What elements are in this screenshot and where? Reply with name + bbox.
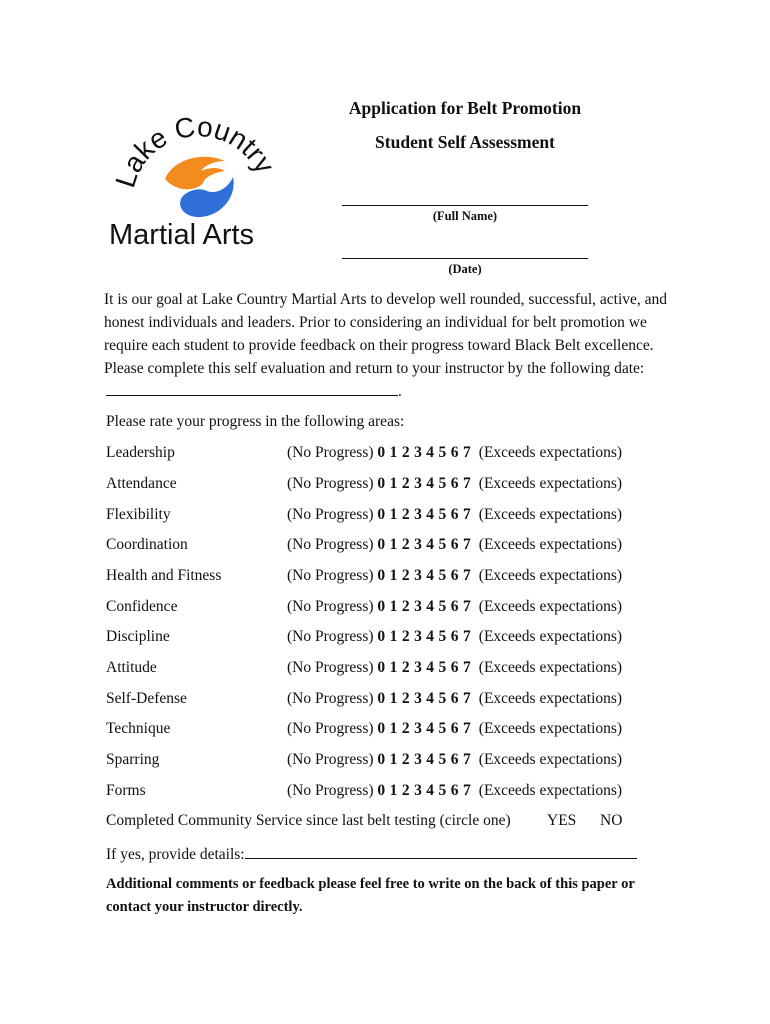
low-label: (No Progress) — [287, 598, 374, 615]
rating-area-label: Leadership — [106, 444, 175, 461]
high-label: (Exceeds expectations) — [478, 567, 623, 584]
rating-row-health-and-fitness — [106, 567, 676, 589]
rating-row-forms — [106, 782, 676, 804]
rating-scale — [287, 751, 622, 769]
rating-scale — [287, 536, 622, 554]
rating-area-label: Confidence — [106, 598, 178, 615]
rating-scale — [287, 628, 622, 646]
rating-scale — [287, 506, 622, 524]
logo-subtitle: Martial Arts — [109, 219, 255, 251]
scale-numbers[interactable]: 0 1 2 3 4 5 6 7 — [377, 536, 472, 553]
rating-area-label: Flexibility — [106, 506, 171, 523]
low-label: (No Progress) — [287, 567, 374, 584]
high-label: (Exceeds expectations) — [478, 720, 623, 737]
yes-option[interactable]: YES — [547, 812, 577, 829]
rating-scale — [287, 720, 622, 738]
rating-area-label: Coordination — [106, 536, 188, 553]
rating-area-label: Health and Fitness — [106, 567, 222, 584]
scale-numbers[interactable]: 0 1 2 3 4 5 6 7 — [377, 506, 472, 523]
logo-graphic — [103, 107, 288, 257]
intro-text: It is our goal at Lake Country Martial Arts to develop well rounded, successful, active, and honest individuals and leaders. Prior to considering an individual for belt promotion we require each student to provide feedback on their progress toward Black Belt excellence. Please complete this self evaluation and return to your instructor by the following date: — [104, 291, 668, 377]
rating-scale — [287, 475, 622, 493]
full-name-caption: (Full Name) — [432, 209, 498, 223]
date-caption: (Date) — [448, 262, 482, 276]
high-label: (Exceeds expectations) — [478, 782, 623, 799]
rating-row-flexibility — [106, 506, 676, 528]
scale-numbers[interactable]: 0 1 2 3 4 5 6 7 — [377, 751, 472, 768]
scale-numbers[interactable]: 0 1 2 3 4 5 6 7 — [377, 690, 472, 707]
community-question-text: Completed Community Service since last belt testing (circle one) — [106, 812, 511, 829]
rating-scale — [287, 690, 622, 708]
low-label: (No Progress) — [287, 475, 374, 492]
page-title: Application for Belt Promotion — [348, 98, 582, 118]
high-label: (Exceeds expectations) — [478, 536, 623, 553]
high-label: (Exceeds expectations) — [478, 506, 623, 523]
scale-numbers[interactable]: 0 1 2 3 4 5 6 7 — [377, 782, 472, 799]
rating-row-leadership — [106, 444, 676, 466]
rating-scale — [287, 659, 622, 677]
high-label: (Exceeds expectations) — [478, 628, 623, 645]
community-service-question — [106, 812, 623, 830]
lake-country-logo — [103, 107, 288, 257]
return-date-blank[interactable] — [106, 380, 398, 396]
low-label: (No Progress) — [287, 536, 374, 553]
high-label: (Exceeds expectations) — [478, 444, 623, 461]
logo-arc-text: Lake Country — [109, 110, 281, 192]
scale-numbers[interactable]: 0 1 2 3 4 5 6 7 — [377, 628, 472, 645]
rating-area-label: Forms — [106, 782, 146, 799]
rating-scale — [287, 598, 622, 616]
scale-numbers[interactable]: 0 1 2 3 4 5 6 7 — [377, 444, 472, 461]
high-label: (Exceeds expectations) — [478, 598, 623, 615]
rating-row-self-defense — [106, 690, 676, 712]
footer-note: Additional comments or feedback please feel free to write on the back of this paper or contact your instructor directly. — [106, 876, 635, 915]
rating-row-coordination — [106, 536, 676, 558]
low-label: (No Progress) — [287, 659, 374, 676]
intro-end-punct: . — [398, 383, 402, 400]
page-subtitle: Student Self Assessment — [375, 132, 555, 152]
rating-scale — [287, 782, 622, 800]
rating-area-label: Self-Defense — [106, 690, 187, 707]
rating-row-confidence — [106, 598, 676, 620]
scale-numbers[interactable]: 0 1 2 3 4 5 6 7 — [377, 475, 472, 492]
low-label: (No Progress) — [287, 506, 374, 523]
orange-hand-shape — [165, 157, 225, 190]
rating-area-label: Sparring — [106, 751, 160, 768]
date-line[interactable] — [342, 258, 588, 259]
intro-paragraph — [104, 288, 674, 403]
rating-area-label: Discipline — [106, 628, 170, 645]
rating-scale — [287, 444, 622, 462]
low-label: (No Progress) — [287, 690, 374, 707]
scale-numbers[interactable]: 0 1 2 3 4 5 6 7 — [377, 598, 472, 615]
high-label: (Exceeds expectations) — [478, 690, 623, 707]
details-blank-line[interactable] — [245, 843, 637, 859]
low-label: (No Progress) — [287, 628, 374, 645]
rating-area-label: Attendance — [106, 475, 177, 492]
low-label: (No Progress) — [287, 751, 374, 768]
rating-scale — [287, 567, 622, 585]
details-label: If yes, provide details: — [106, 846, 245, 863]
high-label: (Exceeds expectations) — [478, 751, 623, 768]
rating-row-attitude — [106, 659, 676, 681]
scale-numbers[interactable]: 0 1 2 3 4 5 6 7 — [377, 720, 472, 737]
rating-row-sparring — [106, 751, 676, 773]
rating-area-label: Attitude — [106, 659, 157, 676]
high-label: (Exceeds expectations) — [478, 475, 623, 492]
scale-numbers[interactable]: 0 1 2 3 4 5 6 7 — [377, 567, 472, 584]
details-field — [106, 843, 637, 864]
full-name-line[interactable] — [342, 205, 588, 206]
low-label: (No Progress) — [287, 720, 374, 737]
high-label: (Exceeds expectations) — [478, 659, 623, 676]
rating-row-attendance — [106, 475, 676, 497]
scale-numbers[interactable]: 0 1 2 3 4 5 6 7 — [377, 659, 472, 676]
low-label: (No Progress) — [287, 444, 374, 461]
rating-area-label: Technique — [106, 720, 171, 737]
low-label: (No Progress) — [287, 782, 374, 799]
rating-row-technique — [106, 720, 676, 742]
rating-prompt: Please rate your progress in the following areas: — [106, 413, 405, 430]
rating-row-discipline — [106, 628, 676, 650]
no-option[interactable]: NO — [600, 812, 623, 829]
